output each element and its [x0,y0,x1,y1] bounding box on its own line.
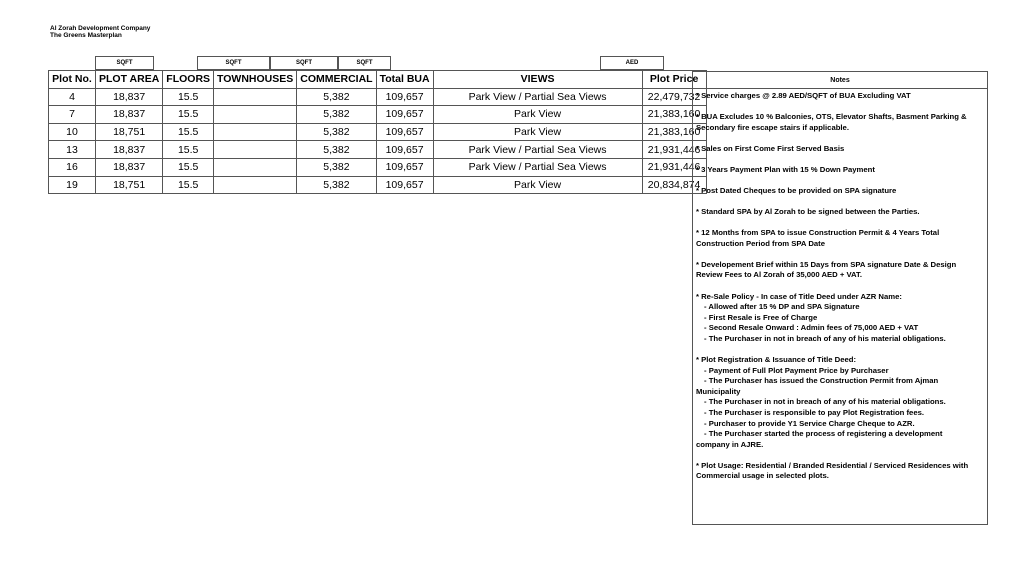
cell-townhouses [214,176,297,194]
note-development-brief [696,260,984,281]
col-plot-no: Plot No. [49,71,96,89]
cell-floors: 15.5 [163,158,214,176]
cell-total-bua: 109,657 [376,158,433,176]
cell-plot-area: 18,751 [96,176,163,194]
note-text: * Post Dated Cheques to be provided on SPA signature [696,185,897,195]
col-townhouses: TOWNHOUSES [214,71,297,89]
cell-views: Park View [433,176,642,194]
cell-plot-area: 18,837 [96,88,163,106]
note-subitem: - Second Resale Onward : Admin fees of 75,000 AED + VAT [704,323,919,333]
note-text: * 12 Months from SPA to issue Construction Permit & 4 Years Total [696,228,940,238]
note-subitem: - Allowed after 15 % DP and SPA Signature [704,302,860,312]
table-row [49,158,707,176]
cell-plot-price: 21,931,446 [642,141,706,159]
note-post-dated-cheques [696,186,984,197]
note-sales-basis [696,144,984,155]
cell-floors: 15.5 [163,106,214,124]
note-plot-registration [696,355,984,450]
note-text: * 3 Years Payment Plan with 15 % Down Payment [696,164,875,174]
plots-table [48,70,707,194]
note-subitem: company in AJRE. [696,439,764,449]
note-text: Secondary fire escape stairs if applicable. [696,122,849,132]
cell-plot-area: 18,837 [96,158,163,176]
cell-plot-no: 10 [49,123,96,141]
note-bua-excludes [696,112,984,133]
note-text: * Service charges @ 2.89 AED/SQFT of BUA Excluding VAT [696,91,911,100]
cell-plot-price: 21,931,446 [642,158,706,176]
cell-total-bua: 109,657 [376,176,433,194]
cell-townhouses [214,123,297,141]
unit-total-bua: SQFT [338,56,391,70]
table-row [49,141,707,159]
notes-body [693,89,987,482]
cell-plot-area: 18,837 [96,141,163,159]
company-name: Al Zorah Development Company [50,25,151,32]
note-subitem: - The Purchaser is responsible to pay Plot Registration fees. [704,407,925,417]
cell-commercial: 5,382 [297,106,376,124]
note-subitem: - The Purchaser in not in breach of any of his material obligations. [704,333,946,343]
cell-townhouses [214,88,297,106]
cell-plot-price: 21,383,160 [642,106,706,124]
note-construction-permit [696,228,984,249]
note-text: * Sales on First Come First Served Basis [696,143,845,153]
cell-commercial: 5,382 [297,176,376,194]
table-row [49,123,707,141]
note-text: * Re-Sale Policy - In case of Title Deed under AZR Name: [696,291,902,301]
note-service-charges [696,91,984,102]
cell-townhouses [214,158,297,176]
table-row [49,106,707,124]
cell-views: Park View [433,106,642,124]
cell-floors: 15.5 [163,88,214,106]
col-plot-price: Plot Price [642,71,706,89]
cell-plot-area: 18,751 [96,123,163,141]
cell-plot-price: 21,383,160 [642,123,706,141]
note-text: * Developement Brief within 15 Days from SPA signature Date & Design [696,259,957,269]
col-commercial: COMMERCIAL [297,71,376,89]
cell-plot-no: 16 [49,158,96,176]
note-subitem: - First Resale is Free of Charge [704,312,818,322]
note-text: * Standard SPA by Al Zorah to be signed between the Parties. [696,207,920,217]
cell-townhouses [214,141,297,159]
note-text: Review Fees to Al Zorah of 35,000 AED + VAT. [696,270,862,280]
cell-views: Park View / Partial Sea Views [433,158,642,176]
note-text: * BUA Excludes 10 % Balconies, OTS, Elevator Shafts, Basment Parking & [696,112,967,122]
cell-total-bua: 109,657 [376,88,433,106]
cell-plot-price: 20,834,874 [642,176,706,194]
cell-plot-price: 22,479,732 [642,88,706,106]
notes-title: Notes [693,72,987,89]
cell-floors: 15.5 [163,123,214,141]
note-text: * Plot Usage: Residential / Branded Residential / Serviced Residences with [696,460,969,470]
cell-total-bua: 109,657 [376,141,433,159]
cell-commercial: 5,382 [297,88,376,106]
cell-plot-no: 19 [49,176,96,194]
note-text: Commercial usage in selected plots. [696,471,829,481]
cell-commercial: 5,382 [297,158,376,176]
col-plot-area: PLOT AREA [96,71,163,89]
cell-commercial: 5,382 [297,123,376,141]
table-row [49,176,707,194]
unit-commercial: SQFT [270,56,338,70]
cell-total-bua: 109,657 [376,123,433,141]
note-subitem: - Purchaser to provide Y1 Service Charge Cheque to AZR. [704,418,915,428]
cell-floors: 15.5 [163,141,214,159]
project-name: The Greens Masterplan [50,32,122,39]
notes-panel [692,71,988,525]
cell-plot-no: 7 [49,106,96,124]
note-standard-spa [696,207,984,218]
table-row [49,88,707,106]
table-header-row [49,71,707,89]
unit-plot-area: SQFT [95,56,154,70]
cell-plot-no: 4 [49,88,96,106]
cell-floors: 15.5 [163,176,214,194]
cell-commercial: 5,382 [297,141,376,159]
note-subitem: - Payment of Full Plot Payment Price by Purchaser [704,365,889,375]
note-subitem: - The Purchaser in not in breach of any of his material obligations. [704,397,946,407]
unit-plot-price: AED [600,56,664,70]
note-text: * Plot Registration & Issuance of Title Deed: [696,355,857,364]
cell-views: Park View [433,123,642,141]
col-total-bua: Total BUA [376,71,433,89]
cell-plot-no: 13 [49,141,96,159]
cell-total-bua: 109,657 [376,106,433,124]
cell-plot-area: 18,837 [96,106,163,124]
col-views: VIEWS [433,71,642,89]
note-text: Construction Period from SPA Date [696,238,825,248]
note-subitem: - The Purchaser has issued the Construction Permit from Ajman [704,376,939,386]
note-subitem: - The Purchaser started the process of registering a development [704,429,943,439]
note-payment-plan [696,165,984,176]
cell-views: Park View / Partial Sea Views [433,88,642,106]
unit-townhouses: SQFT [197,56,270,70]
cell-townhouses [214,106,297,124]
col-floors: FLOORS [163,71,214,89]
cell-views: Park View / Partial Sea Views [433,141,642,159]
note-subitem: Municipality [696,386,741,396]
note-plot-usage [696,461,984,482]
note-resale-policy [696,292,984,345]
